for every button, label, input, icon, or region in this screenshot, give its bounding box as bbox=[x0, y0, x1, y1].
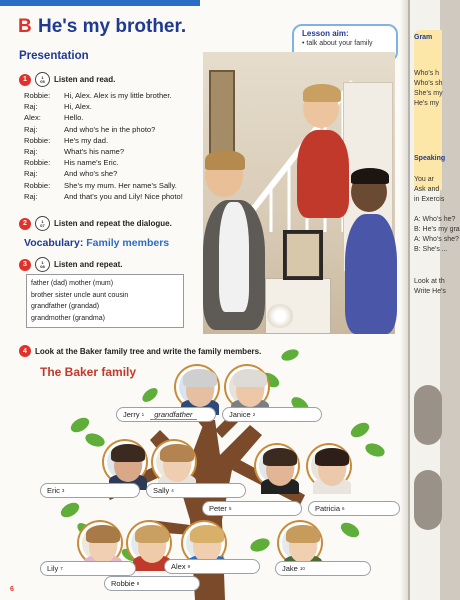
portrait-janice bbox=[226, 366, 268, 408]
dialogue-text: And who's she? bbox=[64, 169, 118, 179]
dialogue-speaker: Robbie: bbox=[24, 91, 51, 100]
next-page-line: B: He's my gra bbox=[414, 226, 460, 233]
next-page-line: in Exercis bbox=[414, 196, 445, 203]
name-pill-alex[interactable]: Alex 9 bbox=[164, 559, 260, 574]
name-pill-janice[interactable]: Janice 2 bbox=[222, 407, 322, 422]
dialogue-text: He's my dad. bbox=[64, 135, 109, 145]
portrait-sally bbox=[153, 441, 195, 483]
task-number: 4 bbox=[19, 345, 31, 357]
task-number: 3 bbox=[19, 259, 31, 271]
unit-letter: B bbox=[18, 16, 32, 37]
grammar-box bbox=[414, 30, 442, 190]
task-number: 1 bbox=[19, 74, 31, 86]
portrait-jerry bbox=[176, 366, 218, 408]
next-page-line: She's my bbox=[414, 90, 443, 97]
dialogue-text: And that's you and Lily! Nice photo! bbox=[64, 191, 183, 201]
dialogue-speaker: Raj: bbox=[24, 191, 38, 201]
task-label: Look at the Baker family tree and write the family members. bbox=[35, 346, 262, 356]
next-page-line: Who's h bbox=[414, 70, 440, 77]
name-pill-lily[interactable]: Lily 7 bbox=[40, 561, 136, 576]
next-page-edge bbox=[408, 0, 460, 600]
lesson-aim-text: • talk about your family bbox=[302, 40, 373, 47]
next-page-line: He's my bbox=[414, 100, 440, 107]
dialogue-text: And who's he in the photo? bbox=[64, 124, 156, 134]
name-pill-robbie[interactable]: Robbie 8 bbox=[104, 576, 200, 591]
portrait-lily bbox=[79, 522, 121, 564]
word-line: brother sister uncle aunt cousin bbox=[31, 291, 129, 299]
next-page-line: Speaking bbox=[414, 155, 446, 162]
dialogue-text: Hello. bbox=[64, 113, 84, 123]
dialogue-speaker: Alex: bbox=[24, 113, 41, 123]
word-line: grandfather (grandad) bbox=[31, 303, 100, 310]
dialogue-text: Hi, Alex. Alex is my little brother. bbox=[64, 91, 172, 100]
word-line: father (dad) mother (mum) bbox=[31, 280, 114, 287]
cd-icon[interactable]: 1 07 bbox=[35, 216, 50, 231]
word-line: grandmother (grandma) bbox=[31, 314, 105, 322]
grammar-tab: Gram bbox=[414, 34, 433, 41]
portrait-robbie bbox=[128, 522, 170, 564]
dialogue-text: Hi, Alex. bbox=[64, 102, 92, 112]
lesson-aim-title: Lesson aim: bbox=[302, 29, 349, 38]
task-label: Listen and repeat the dialogue. bbox=[54, 219, 172, 228]
next-page-line: You ar bbox=[414, 176, 434, 183]
unit-title: He's my brother. bbox=[38, 16, 187, 37]
page-number: 6 bbox=[10, 586, 14, 593]
next-page-line: B: She's ... bbox=[414, 246, 448, 253]
dialogue-speaker: Raj: bbox=[24, 169, 38, 179]
dialogue-text: She's my mum. Her name's Sally. bbox=[64, 180, 177, 190]
name-pill-peter[interactable]: Peter 5 bbox=[202, 501, 302, 516]
portrait-eric bbox=[104, 441, 146, 483]
portrait-alex bbox=[183, 522, 225, 564]
dialogue-speaker: Robbie: bbox=[24, 158, 51, 168]
next-page-line: A: Who's he? bbox=[414, 216, 456, 223]
dialogue-text: What's his name? bbox=[64, 147, 125, 157]
next-page-line: Write He's bbox=[414, 288, 446, 295]
vocabulary-topic: Family members bbox=[86, 237, 170, 249]
task-label: Listen and repeat. bbox=[54, 260, 123, 269]
next-page-photo bbox=[414, 470, 442, 530]
dialogue-text: His name's Eric. bbox=[64, 158, 119, 168]
name-pill-patricia[interactable]: Patricia 6 bbox=[308, 501, 400, 516]
family-tree-title: The Baker family bbox=[40, 365, 137, 379]
portrait-peter bbox=[256, 445, 298, 487]
next-page-line: Who's sh bbox=[414, 80, 443, 87]
next-page-photo bbox=[414, 385, 442, 445]
portrait-patricia bbox=[308, 445, 350, 487]
name-pill-jerry: Jerry 1 grandfather bbox=[116, 407, 216, 422]
dialogue-speaker: Robbie: bbox=[24, 180, 51, 190]
cd-icon[interactable]: 1 05 bbox=[35, 72, 50, 87]
name-pill-sally[interactable]: Sally 4 bbox=[146, 483, 246, 498]
dialogue-speaker: Raj: bbox=[24, 147, 38, 157]
dialogue-speaker: Raj: bbox=[24, 102, 38, 112]
dialogue-speaker: Raj: bbox=[24, 124, 38, 134]
next-page-line: Look at th bbox=[414, 278, 445, 285]
task-label: Listen and read. bbox=[54, 75, 116, 84]
presentation-heading: Presentation bbox=[19, 50, 89, 62]
name-pill-eric[interactable]: Eric 3 bbox=[40, 483, 140, 498]
dialogue-speaker: Robbie: bbox=[24, 135, 51, 145]
task-number: 2 bbox=[19, 218, 31, 230]
portrait-jake bbox=[279, 522, 321, 564]
name-pill-jake[interactable]: Jake 10 bbox=[275, 561, 371, 576]
vocabulary-heading-prefix: Vocabulary: bbox=[24, 237, 84, 249]
next-page-line: A: Who's she? bbox=[414, 236, 459, 243]
cd-icon[interactable]: 1 08 bbox=[35, 257, 50, 272]
next-page-line: Ask and bbox=[414, 186, 440, 193]
answer-field[interactable]: grandfather bbox=[150, 410, 196, 420]
